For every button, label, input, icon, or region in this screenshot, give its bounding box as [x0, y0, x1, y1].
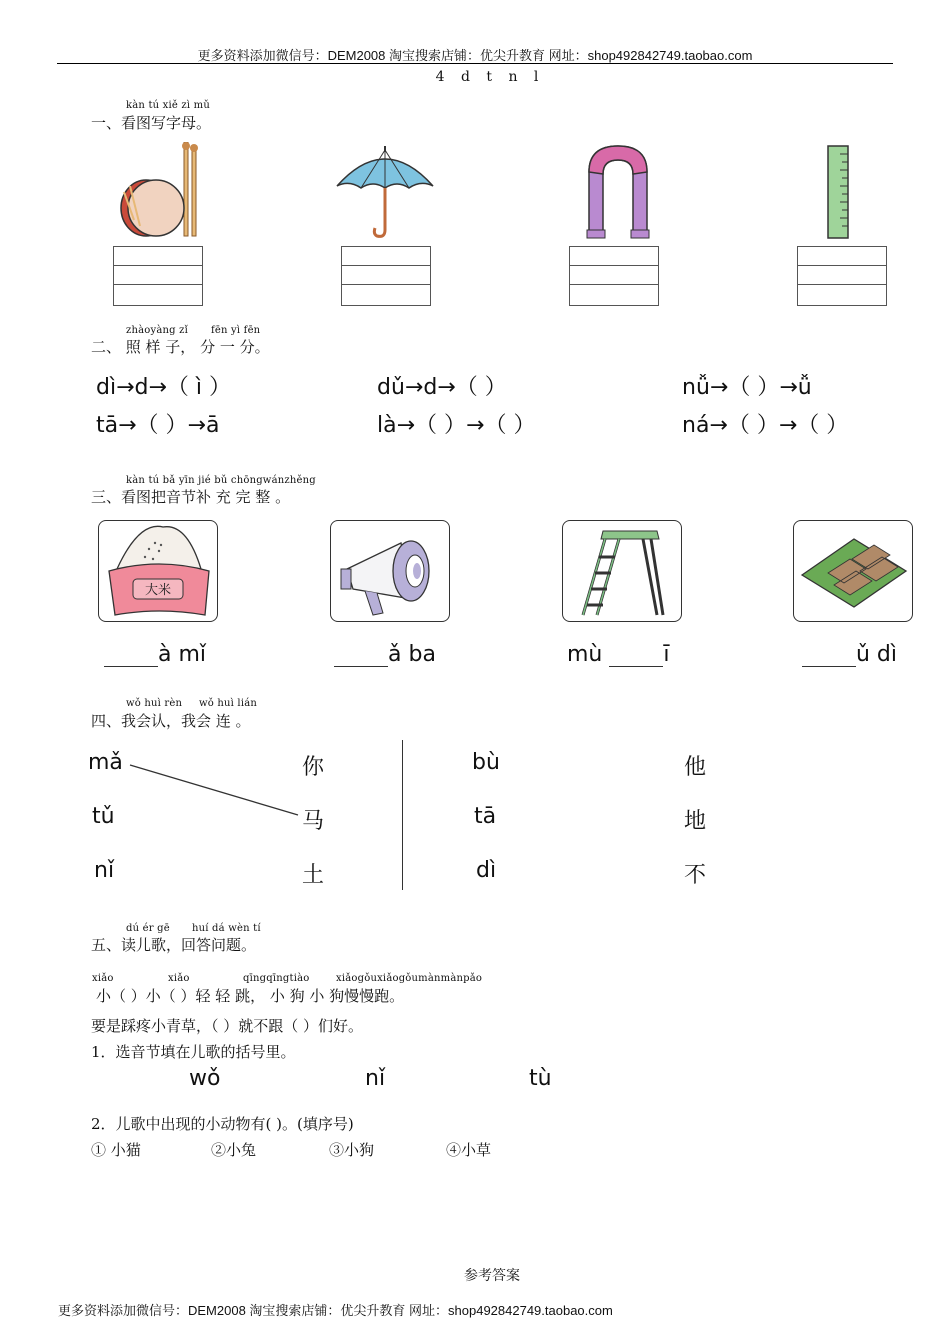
s1-title: 一、看图写字母。 [91, 114, 212, 132]
question-2: 2．儿歌中出现的小动物有( )。(填序号) [91, 1115, 354, 1133]
match-char[interactable]: 你 [302, 755, 325, 780]
split-item[interactable]: là→（ ）→（ ） [377, 413, 536, 438]
choice-syllable[interactable]: nǐ [365, 1066, 386, 1091]
match-pinyin[interactable]: bù [472, 750, 500, 775]
match-char[interactable]: 不 [684, 863, 707, 888]
s2-pinyin-1: zhàoyàng zǐ [126, 325, 188, 336]
s5-title: 五、读儿歌，回答问题。 [91, 936, 257, 954]
choice-syllable[interactable]: tù [529, 1066, 552, 1091]
match-char[interactable]: 马 [302, 809, 325, 834]
complete-item-3[interactable]: mù ī [567, 642, 670, 667]
s4-pinyin-1: wǒ huì rèn [126, 698, 183, 709]
question-1: 1．选音节填在儿歌的括号里。 [91, 1043, 296, 1061]
s2-pinyin-2: fēn yì fēn [211, 325, 261, 336]
split-item[interactable]: tā→（ ）→ā [96, 413, 220, 438]
s1-pinyin: kàn tú xiě zì mǔ [126, 100, 210, 111]
s2-title: 二、 照 样 子， 分 一 分。 [91, 338, 270, 356]
poem-pinyin: xiǎo [168, 973, 190, 984]
poem-line-1: 小（ ）小（ ）轻 轻 跳， 小 狗 小 狗慢慢跑。 [96, 987, 405, 1005]
match-char[interactable]: 土 [302, 863, 325, 888]
answer-title: 参考答案 [464, 1268, 520, 1284]
split-item[interactable]: nǚ→（ ）→ǚ [682, 375, 812, 400]
match-pinyin[interactable]: dì [476, 858, 497, 883]
split-item[interactable]: ná→（ ）→（ ） [682, 413, 849, 438]
complete-item-4[interactable]: ǔ dì [802, 642, 897, 667]
option[interactable]: ④小草 [446, 1141, 492, 1159]
option[interactable]: ③小狗 [329, 1141, 375, 1159]
poem-pinyin: qīngqīngtiào [243, 973, 310, 984]
split-item: dì→d→（ ì ） [96, 375, 232, 400]
page-footer: 更多资料添加微信号：DEM2008 淘宝搜索店铺：优尖升教育 网址：shop492842749.taobao.com [58, 1303, 613, 1318]
match-pinyin[interactable]: nǐ [94, 858, 115, 883]
s4-pinyin-2: wǒ huì lián [199, 698, 258, 709]
match-pinyin[interactable]: mǎ [88, 750, 123, 775]
option[interactable]: ②小兔 [211, 1141, 257, 1159]
divider-line [402, 740, 403, 890]
choice-syllable[interactable]: wǒ [189, 1066, 221, 1091]
complete-item-1[interactable]: à mǐ [104, 642, 206, 667]
page-subtitle: 4 d t n l [435, 69, 545, 85]
poem-pinyin: xiǎo [92, 973, 114, 984]
rice-text: 大米 [144, 583, 172, 598]
match-line [130, 765, 298, 815]
s3-title: 三、看图把音节补 充 完 整 。 [91, 488, 291, 506]
s5-pinyin-2: huí dá wèn tí [192, 923, 261, 934]
match-char[interactable]: 地 [684, 809, 707, 834]
complete-item-2[interactable]: ǎ ba [334, 642, 436, 667]
poem-line-2: 要是踩疼小青草，（ ）就不跟（ ）们好。 [91, 1017, 364, 1035]
match-char[interactable]: 他 [684, 755, 707, 780]
match-pinyin[interactable]: tā [474, 804, 497, 829]
poem-pinyin: xiǎogǒuxiǎogǒumànmànpǎo [336, 973, 483, 984]
option[interactable]: ① 小猫 [91, 1141, 141, 1159]
s4-title: 四、我会认，我会 连 。 [91, 712, 251, 730]
split-item[interactable]: dǔ→d→（ ） [377, 375, 507, 400]
s3-pinyin: kàn tú bǎ yīn jié bǔ chōngwánzhěng [126, 475, 316, 486]
page-header: 更多资料添加微信号：DEM2008 淘宝搜索店铺：优尖升教育 网址：shop492842749.taobao.com [197, 48, 753, 63]
s5-pinyin-1: dú ér gē [126, 923, 170, 934]
match-pinyin[interactable]: tǔ [92, 804, 115, 829]
